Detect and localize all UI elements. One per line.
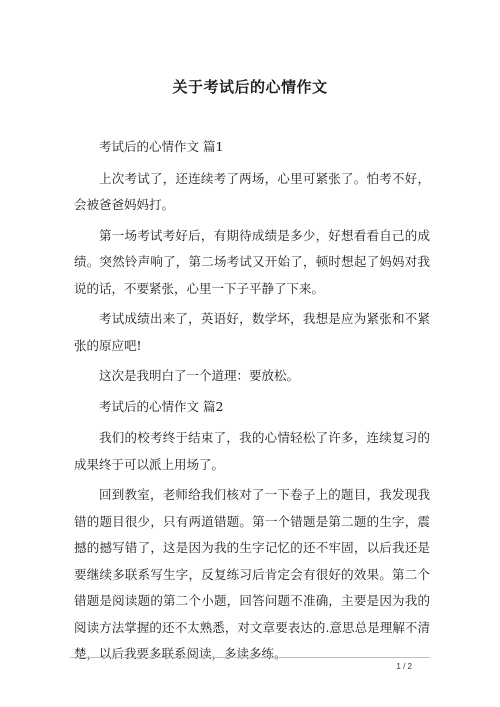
section-heading-1: 考试后的心情作文 篇1: [99, 139, 224, 154]
section-heading-2: 考试后的心情作文 篇2: [99, 398, 224, 414]
footer-divider: [70, 657, 430, 658]
paragraph: 回到教室，老师给我们核对了一下卷子上的题目，我发现我错的题目很少，只有两道错题。第一个错题是第二题的生字，震撼的撼写错了，这是因为我的生字记忆的还不牢固，以后我还是要继续多联系写生字，反复练习后肯定会有很好的效果。第二个错题是阅读题的第二个小题，回答问题不准确，主要是因为我的阅读方法掌握的还不太熟悉，对文章要表达的.意思总是理解不清楚，以后我要多联系阅读，多读多练。: [74, 487, 430, 661]
document-body: [74, 134, 430, 672]
paragraph: 我们的校考终于结束了，我的心情轻松了许多，连续复习的成果终于可以派上用场了。: [74, 430, 430, 472]
paragraph: 考试成绩出来了，英语好，数学坏，我想是应为紧张和不紧张的原应吧!: [74, 311, 430, 353]
document-title: 关于考试后的心情作文: [172, 78, 328, 96]
paragraph: 上次考试了，还连续考了两场，心里可紧张了。怕考不好，会被爸爸妈妈打。: [74, 170, 430, 212]
paragraph: 第一场考试考好后，有期待成绩是多少，好想看看自己的成绩。突然铃声响了，第二场考试又开始了，顿时想起了妈妈对我说的话，不要紧张，心里一下子平静了下来。: [74, 227, 430, 296]
page-number: 1 / 2: [396, 662, 412, 671]
paragraph: 这次是我明白了一个道理：要放松。: [99, 368, 300, 383]
